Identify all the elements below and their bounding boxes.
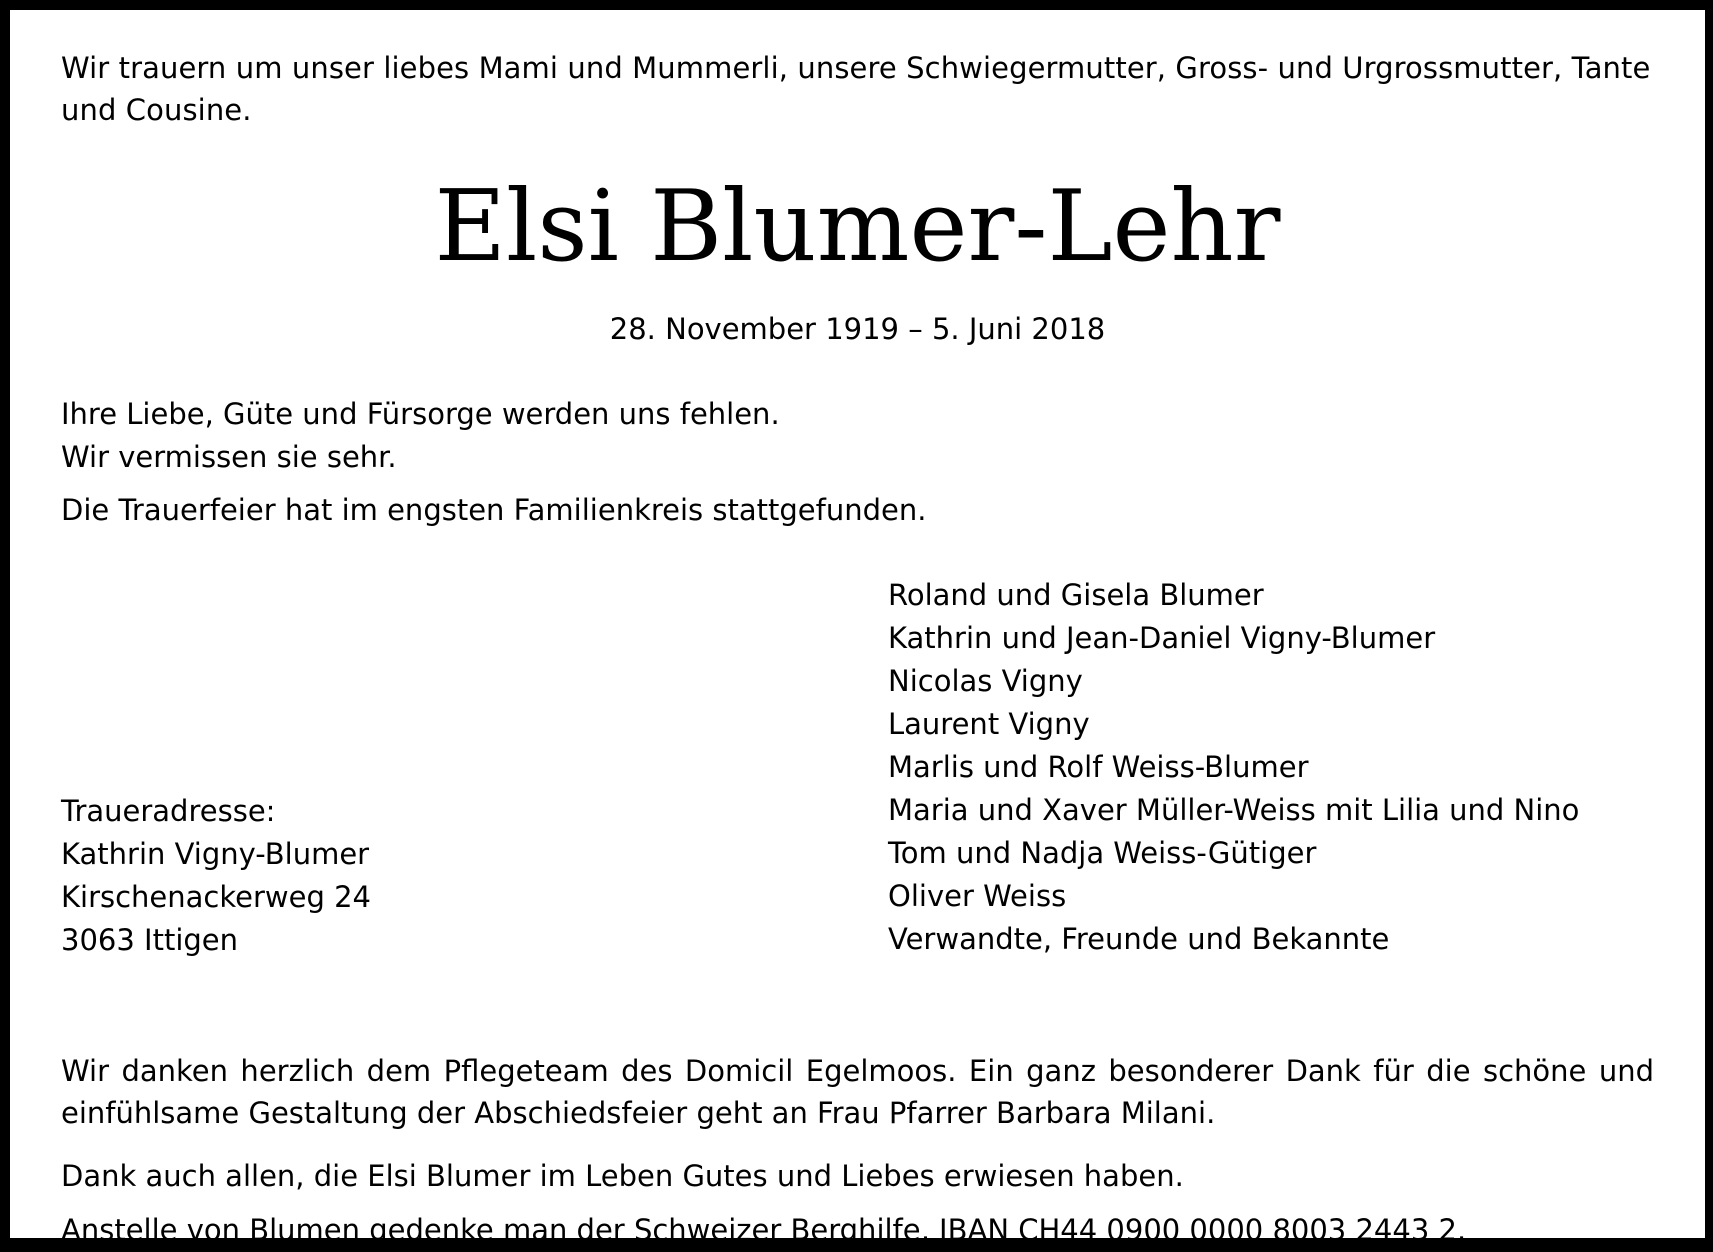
donation-text: Anstelle von Blumen gedenke man der Schweizer Berghilfe, IBAN CH44 0900 0000 8003 2443 2. — [61, 1213, 1467, 1247]
mourners-list — [888, 574, 1579, 961]
intro-text: Wir trauern um unser liebes Mami und Mummerli, unsere Schwiegermutter, Gross- und Urgrossmutter, Tante und Cousine. — [61, 51, 1651, 127]
remembrance-line-1: Ihre Liebe, Güte und Fürsorge werden uns fehlen. — [61, 397, 780, 431]
remembrance-text — [61, 393, 780, 479]
deceased-name: Elsi Blumer-Lehr — [434, 170, 1281, 284]
thanks-all-text: Dank auch allen, die Elsi Blumer im Leben Gutes und Liebes erwiesen haben. — [61, 1159, 1184, 1193]
address-city: 3063 Ittigen — [61, 923, 239, 957]
address-street: Kirschenackerweg 24 — [61, 880, 371, 914]
mourner-item: Marlis und Rolf Weiss-Blumer — [888, 750, 1309, 784]
life-dates: 28. November 1919 – 5. Juni 2018 — [609, 312, 1106, 346]
address-name: Kathrin Vigny-Blumer — [61, 837, 370, 871]
mourner-item: Nicolas Vigny — [888, 664, 1083, 698]
obituary-notice — [61, 47, 1654, 1247]
mourner-item: Roland und Gisela Blumer — [888, 578, 1264, 612]
mourner-item: Oliver Weiss — [888, 879, 1067, 913]
ceremony-text: Die Trauerfeier hat im engsten Familienkreis stattgefunden. — [61, 493, 927, 527]
mourning-address — [61, 790, 371, 962]
mourner-item: Laurent Vigny — [888, 707, 1090, 741]
mourner-item: Maria und Xaver Müller-Weiss mit Lilia und Nino — [888, 793, 1580, 827]
thanks-text: Wir danken herzlich dem Pflegeteam des Domicil Egelmoos. Ein ganz besonderer Dank für die schöne und einfühlsame Gestaltung der Abschiedsfeier geht an Frau Pfarrer Barbara Milani. — [61, 1054, 1654, 1130]
address-label: Traueradresse: — [61, 794, 276, 828]
remembrance-line-2: Wir vermissen sie sehr. — [61, 440, 397, 474]
mourner-item: Kathrin und Jean-Daniel Vigny-Blumer — [888, 621, 1436, 655]
mourner-item: Tom und Nadja Weiss-Gütiger — [888, 836, 1317, 870]
mourner-item: Verwandte, Freunde und Bekannte — [888, 922, 1390, 956]
